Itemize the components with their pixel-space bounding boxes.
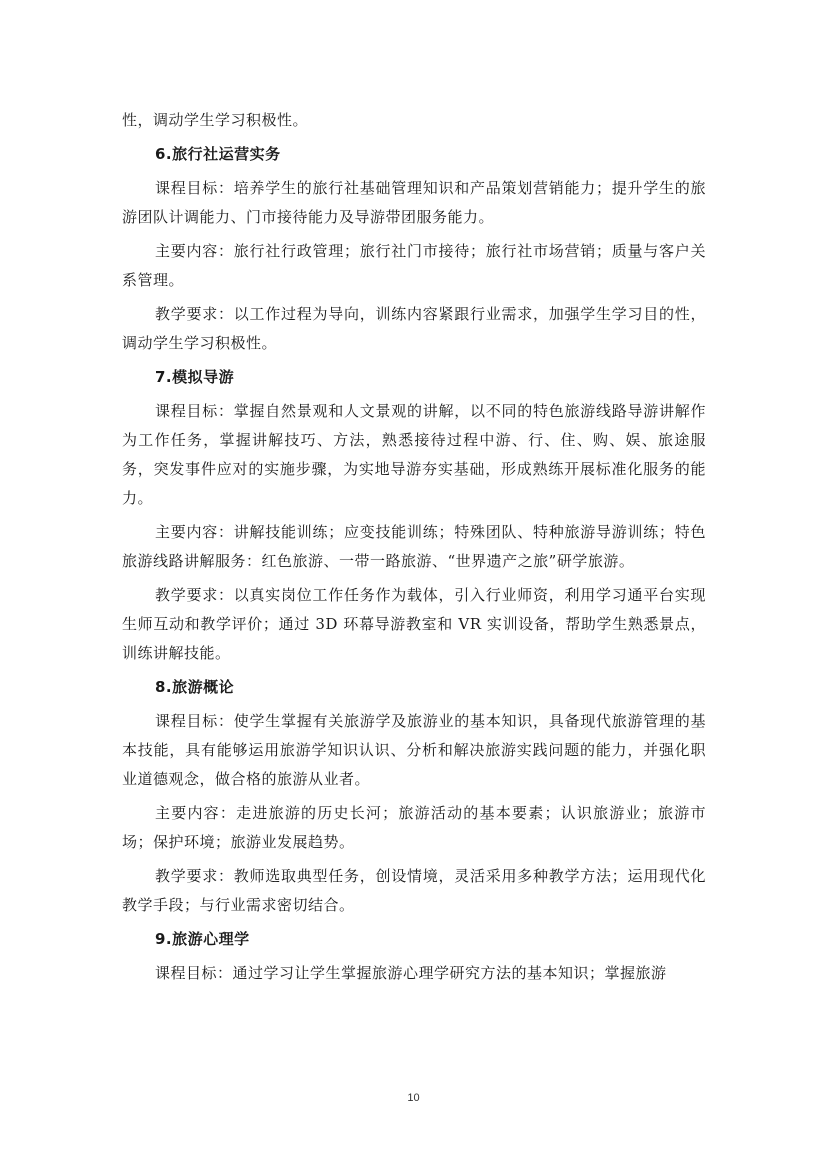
section-heading: 6.旅行社运营实务 bbox=[155, 145, 281, 163]
paragraph: 课程目标：使学生掌握有关旅游学及旅游业的基本知识，具备现代旅游管理的基本技能，具有能够运用旅游学知识认识、分析和解决旅游实践问题的能力，并强化职业道德观念，做合格的旅游从业者。 bbox=[122, 712, 706, 788]
paragraph: 主要内容：旅行社行政管理；旅行社门市接待；旅行社市场营销；质量与客户关系管理。 bbox=[122, 242, 706, 289]
paragraph: 课程目标：通过学习让学生掌握旅游心理学研究方法的基本知识；掌握旅游 bbox=[155, 964, 667, 982]
paragraph: 性，调动学生学习积极性。 bbox=[122, 111, 309, 129]
section-heading: 9.旅游心理学 bbox=[155, 930, 250, 948]
section-heading: 7.模拟导游 bbox=[155, 368, 235, 386]
paragraph: 课程目标：掌握自然景观和人文景观的讲解，以不同的特色旅游线路导游讲解作为工作任务，掌握讲解技巧、方法，熟悉接待过程中游、行、住、购、娱、旅途服务，突发事件应对的实施步骤，为实地导游夯实基础，形成熟练开展标准化服务的能力。 bbox=[122, 402, 706, 507]
paragraph: 教学要求：教师选取典型任务，创设情境，灵活采用多种教学方法；运用现代化教学手段；与行业需求密切结合。 bbox=[122, 867, 706, 914]
paragraph: 教学要求：以真实岗位工作任务作为载体，引入行业师资，利用学习通平台实现生师互动和教学评价；通过 3D 环幕导游教室和 VR 实训设备，帮助学生熟悉景点，训练讲解技能。 bbox=[122, 586, 706, 662]
paragraph: 主要内容：讲解技能训练；应变技能训练；特殊团队、特种旅游导游训练；特色旅游线路讲解服务：红色旅游、一带一路旅游、“世界遗产之旅”研学旅游。 bbox=[122, 523, 706, 570]
section-heading: 8.旅游概论 bbox=[155, 678, 235, 696]
page-content bbox=[122, 106, 706, 993]
paragraph: 课程目标：培养学生的旅行社基础管理知识和产品策划营销能力；提升学生的旅游团队计调能力、门市接待能力及导游带团服务能力。 bbox=[122, 179, 706, 226]
paragraph: 教学要求：以工作过程为导向，训练内容紧跟行业需求，加强学生学习目的性，调动学生学习积极性。 bbox=[122, 305, 706, 352]
paragraph: 主要内容：走进旅游的历史长河；旅游活动的基本要素；认识旅游业；旅游市场；保护环境；旅游业发展趋势。 bbox=[122, 804, 706, 851]
page-number: 10 bbox=[407, 1092, 420, 1104]
